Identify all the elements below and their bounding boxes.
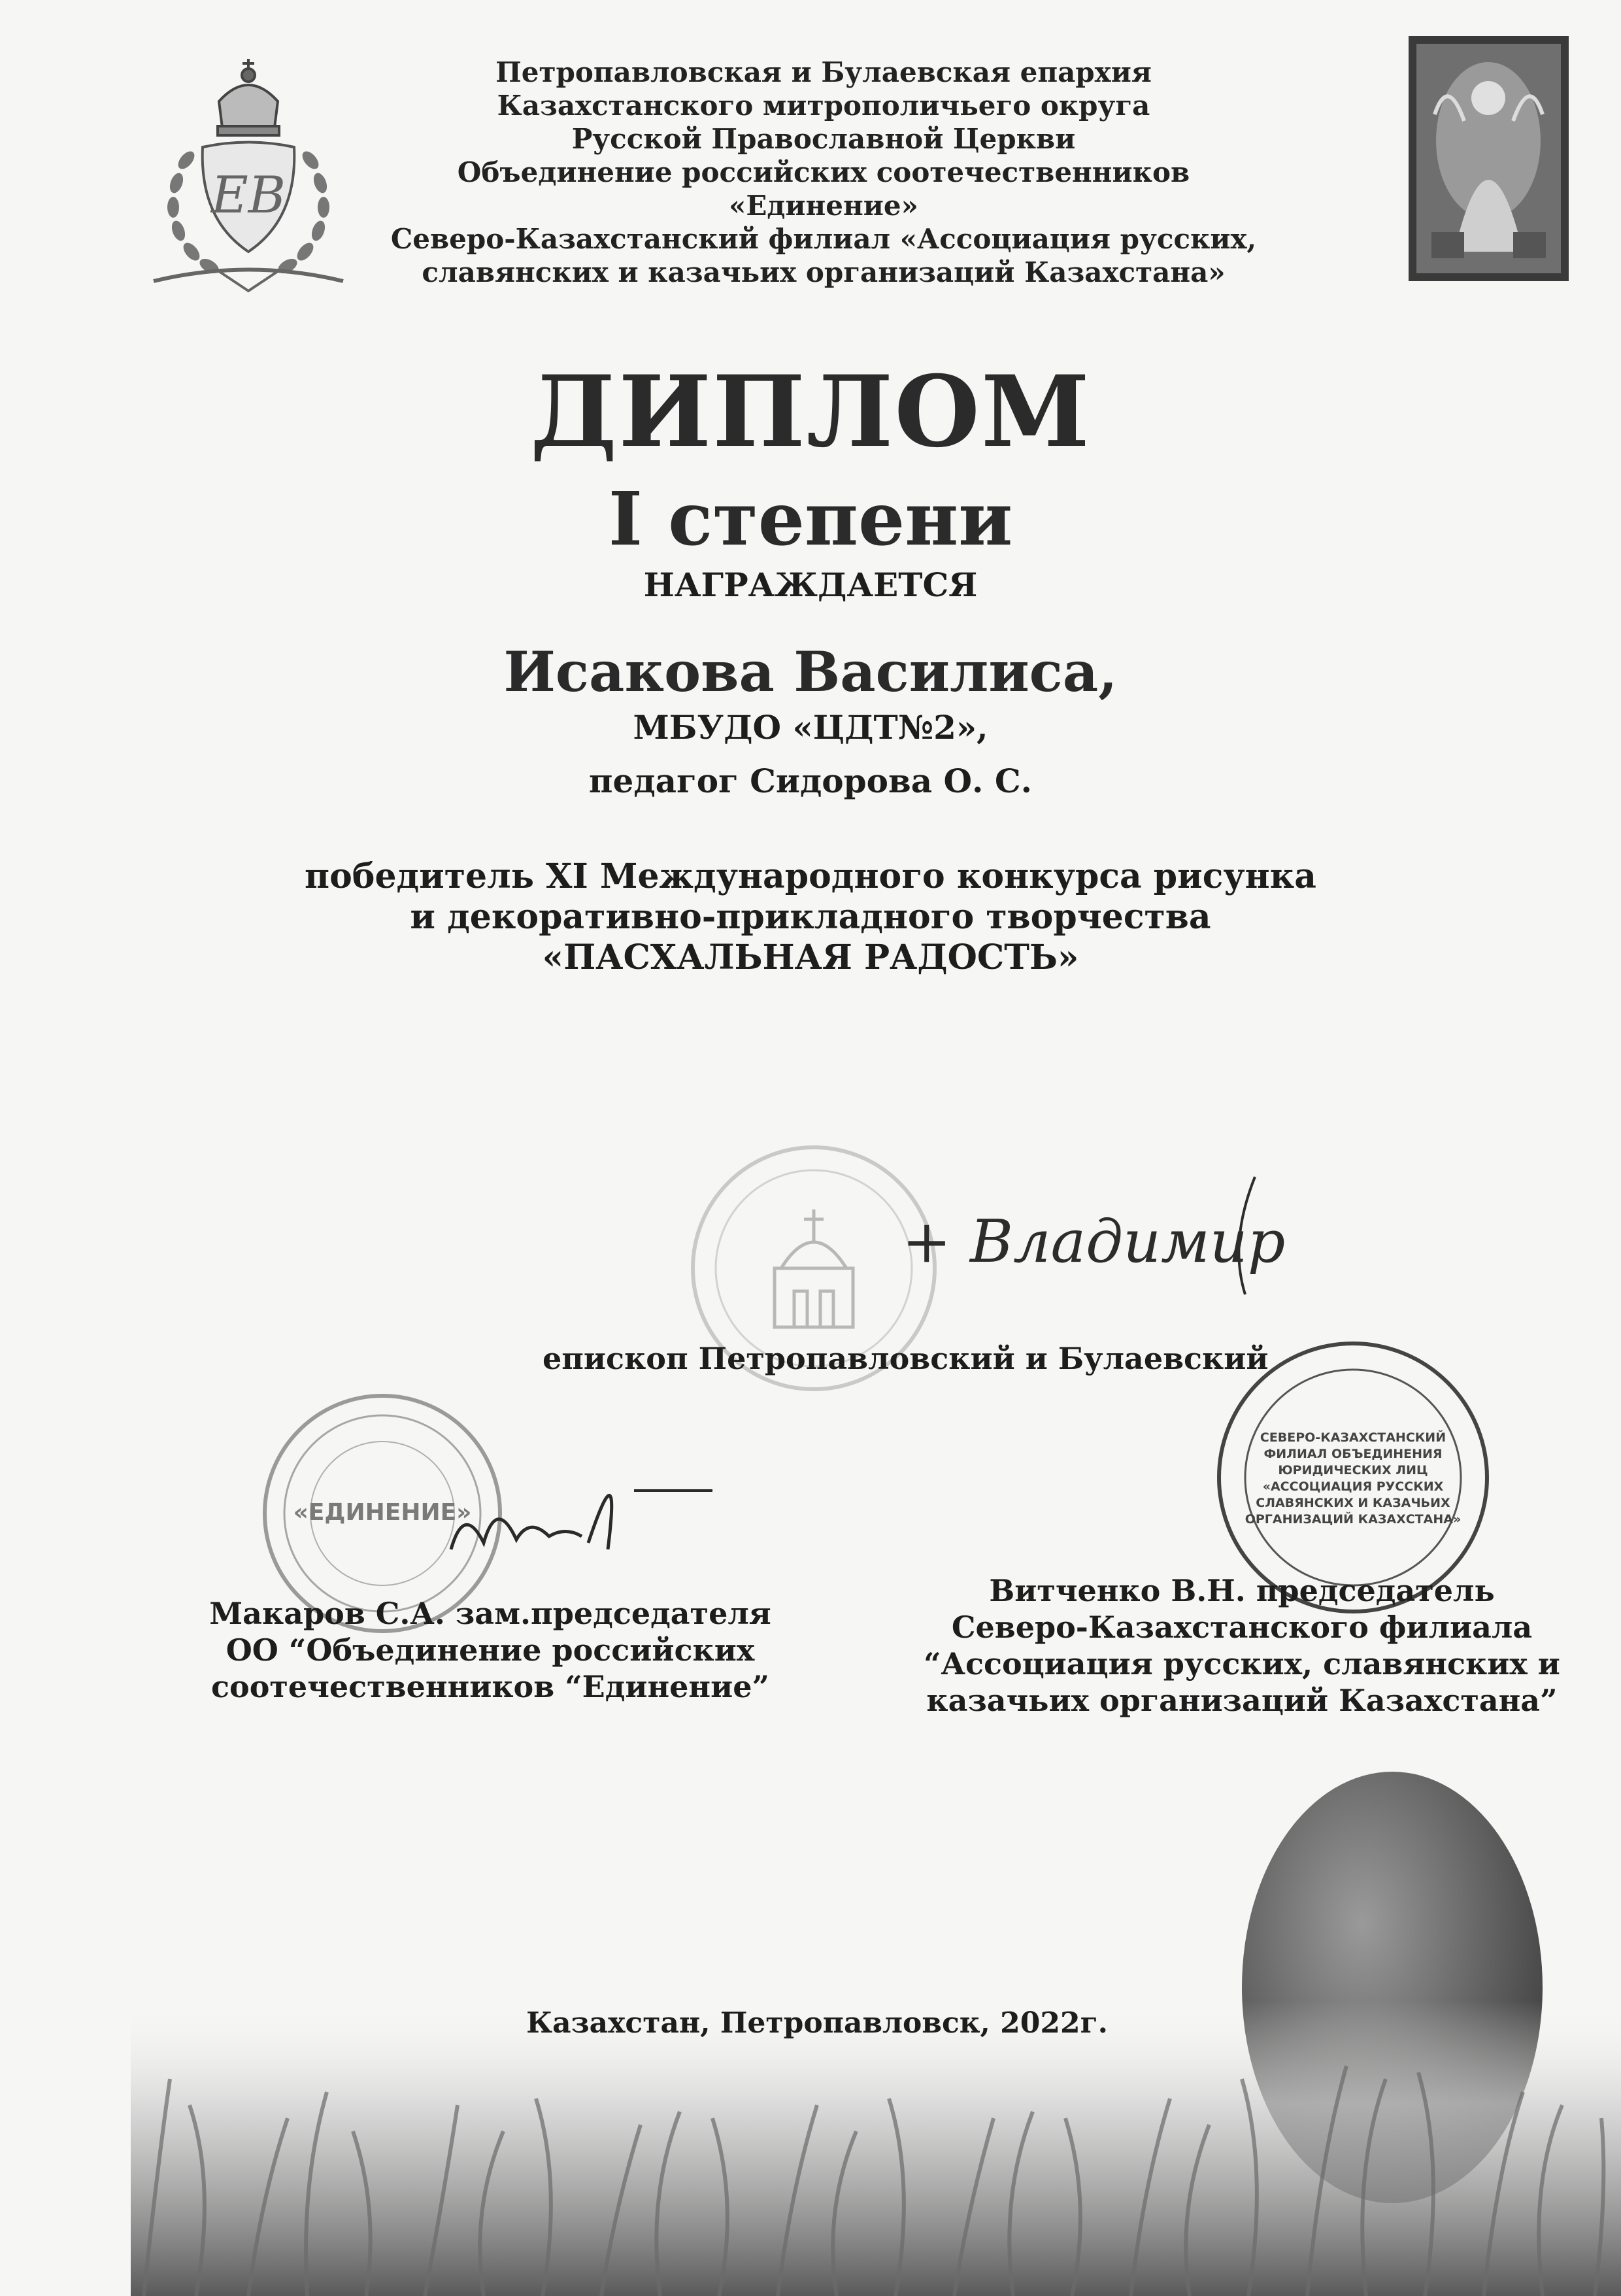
bishop-title: епископ Петропавловский и Булаевский xyxy=(543,1341,1269,1376)
makarov-line: ОО “Объединение российских xyxy=(226,1632,755,1668)
winner-line: победитель XI Международного конкурса рисунка xyxy=(305,856,1316,896)
association-stamp-line: «АССОЦИАЦИЯ РУССКИХ xyxy=(1262,1479,1444,1494)
vitchenko-line: Северо-Казахстанского филиала xyxy=(951,1610,1533,1645)
makarov-signatory xyxy=(163,1595,817,1705)
org-line: Русской Православной Церкви xyxy=(571,123,1076,155)
association-stamp-line: ФИЛИАЛ ОБЪЕДИНЕНИЯ xyxy=(1263,1447,1443,1461)
place-and-date: Казахстан, Петропавловск, 2022г. xyxy=(526,2006,1108,2040)
recipient-name: Исакова Василиса, xyxy=(503,639,1118,704)
bishop-signature xyxy=(889,1164,1294,1321)
easter-egg-grass-decoration xyxy=(0,1713,1621,2296)
winner-line: «ПАСХАЛЬНАЯ РАДОСТЬ» xyxy=(542,937,1079,977)
vitchenko-line: “Ассоциация русских, славянских и xyxy=(924,1646,1560,1681)
org-line: Северо-Казахстанский филиал «Ассоциация русских, xyxy=(390,223,1257,255)
vitchenko-signatory xyxy=(882,1572,1601,1719)
makarov-line: соотечественников “Единение” xyxy=(211,1669,769,1704)
org-line: Казахстанского митрополичьего округа xyxy=(497,90,1150,122)
diploma-degree: I степени xyxy=(608,477,1013,562)
recipient-organization: МБУДО «ЦДТ№2», xyxy=(633,708,988,747)
bishop-signature-text: + Владимир xyxy=(902,1207,1286,1276)
makarov-signature xyxy=(425,1419,739,1569)
org-line: Петропавловская и Булаевская епархия xyxy=(495,56,1152,88)
association-stamp-line: СЛАВЯНСКИХ И КАЗАЧЬИХ xyxy=(1256,1496,1450,1510)
association-stamp-line: ЮРИДИЧЕСКИХ ЛИЦ xyxy=(1278,1463,1428,1477)
winner-statement xyxy=(222,856,1399,978)
orthodox-icon-image xyxy=(1409,36,1569,281)
org-line: славянских и казачьих организаций Казахстана» xyxy=(422,256,1226,288)
crowned-monogram-emblem-icon xyxy=(141,56,356,297)
makarov-line: Макаров С.А. зам.председателя xyxy=(209,1596,771,1631)
org-line: Объединение российских соотечественников «Единение» xyxy=(457,156,1190,222)
awarded-label: НАГРАЖДАЕТСЯ xyxy=(643,566,978,604)
association-stamp-line: СЕВЕРО-КАЗАХСТАНСКИЙ xyxy=(1260,1430,1446,1445)
svg-text:ЕВ: ЕВ xyxy=(210,166,286,225)
diploma-title: ДИПЛОМ xyxy=(529,354,1092,469)
vitchenko-line: казачьих организаций Казахстана” xyxy=(926,1683,1558,1718)
winner-line: и декоративно-прикладного творчества xyxy=(410,897,1211,937)
edinenie-stamp-text: «ЕДИНЕНИЕ» xyxy=(293,1499,472,1526)
association-stamp-line: ОРГАНИЗАЦИЙ КАЗАХСТАНА» xyxy=(1245,1512,1462,1527)
vitchenko-line: Витченко В.Н. председатель xyxy=(989,1573,1495,1608)
recipient-teacher: педагог Сидорова О. С. xyxy=(588,762,1033,800)
organization-header xyxy=(366,56,1281,289)
